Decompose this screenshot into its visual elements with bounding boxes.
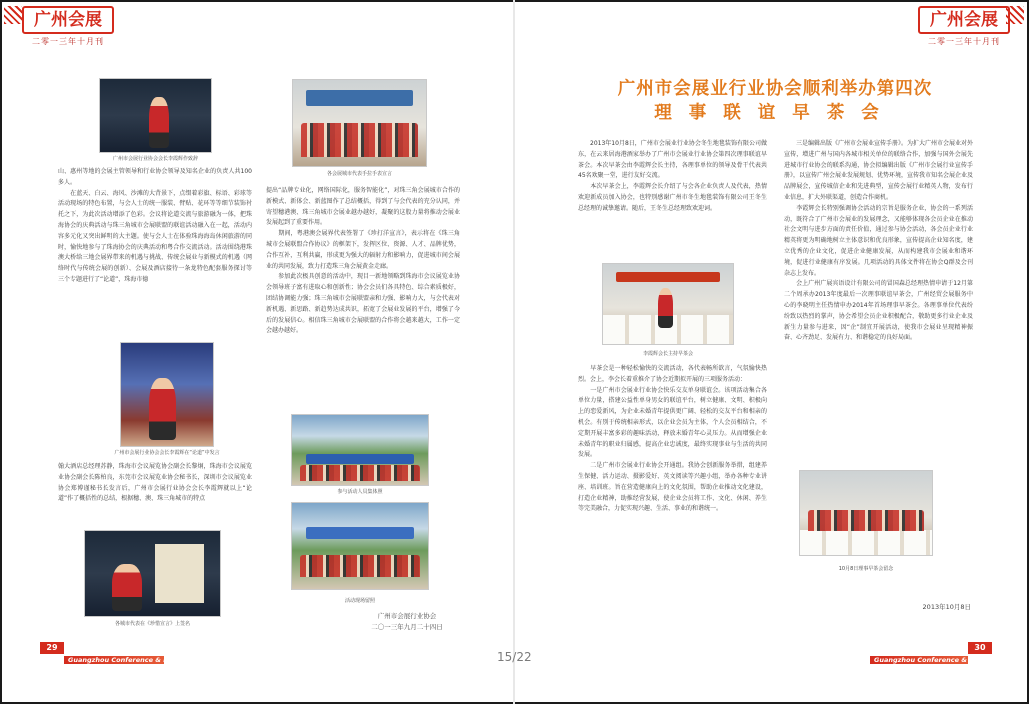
article-title-line2: 理事联谊早茶会 [654, 103, 896, 123]
corner-decoration [1006, 6, 1024, 24]
article-title [578, 78, 972, 125]
photo-caption: 李霞辉会长主持早茶会 [642, 351, 693, 357]
magazine-logo-left [22, 6, 114, 46]
photo-delegates-hands [292, 79, 427, 167]
photo-group [291, 414, 429, 486]
photo-caption: 参与活动人员集体照 [337, 489, 383, 495]
spread-gutter [513, 0, 515, 704]
article-body-col1-bottom: 翰大酒店总经理苏静，珠海市会议展览协会副会长黎炯，珠海市会议展览业协会副会长陈柏良，东莞市会议展览业协会秘书长，深圳市会议展览业协会郑博谨秘书长发言后，广州市会展行业协会会长李霞辉就以上“论道”作了概括性的总结，根据穗、澳、珠三角城市的特点 [58, 463, 252, 503]
photo-teahouse-group [799, 470, 933, 556]
footer-brand-right: Guangzhou Conference & Exhibition [874, 656, 1006, 664]
page-counter: 15/22 [497, 650, 532, 664]
article-body-col4: 三是编辑出版《广州市会展业宣传手册》。为扩大广州市会展业对外宣传，增进广州与国内各城市相关单位的联络合作，加强与国外会展先进城市行业协会的联系沟通，协会拟编辑出版《广州市会展行业宣传手册》，以宣传广州会展业发展规划、优势环境，宣传我市知名会展企业及品牌展会，宣传城信企业和先进典型，宣传会展行业精英人物，发布行业信息，扩大外联渠道，创造合作商机。 李霞辉会长特别强调协会活动的宗旨是服务企业，协会的一系列活动，既符合了广州市会展业的发展理念，又能够体现各会员企业在推动社会文明与进步方面的责任价值，通过参与协会活动，各会员企业行业精英将更为明确地树立主体意识和优良形象，宣传提高企业知名度，建立优秀的企业文化，促进企业健康发展，从而构建我市会展业和谐环境，促进行业健康有序发展。几项活动的具体文件将在协会Q群及会刊杂志上发布。 会上广州广展宾语设计有限公司的冒国森总经理热情申请于12月第二个周承办2013年度最后一次理事联谊早茶会，广州经贸会展服务中心的李晓明主任热情申办2014年首场理事早茶会。各理事单位代表纷纷致以热烈的掌声，协会希望会员企业积极配合，敬助更多行业企业及新生力量参与进来，因“企”制宜开展活动，使我市会展业呈现精神振奋、心齐劲足、发展有力、和谐稳定的良好局面。 [784, 140, 973, 342]
article-body-col2: 提出“品牌专业化，网络国际化，服务智能化”，对珠三角会展城市合作的新模式、新体会、新蓝图作了总结概括，得到了与会代表的充分认同，并寄望穗港澳、珠三角城市会展业越办越好，凝聚的这股力量将推动会展业发展起到了重要作用。 期间，粤港澳会展界代表签署了《珍打洋宣言》，表示将在《珠三角城市会展联盟合作协议》的框架下，发挥区位、资源、人才、品牌优势，合作互补，互利共赢，形成更为强大的辐射力和影响力，促进城市间会展业的共同发展，致力打造珠三角会展黄金走廊。 参加此次极具创意的活动中，现目一新地领略到珠海市会议展览业协会领导班子富有进取心和创新性；协会会员们各具特色、综合素质极好，团结协调能力强；珠三角城市会展联盟亲和力强、影响力大，与会代表对新机遇、新思路、新趋势达成共识，拓宽了会展业发展的平台，增强了今后的发展信心。相信珠三角城市会展联盟的合作将会越来越大，工作一定会越办越好。 [266, 187, 460, 335]
article-date: 2013年10月8日 [922, 603, 971, 611]
logo-wordmark: 广州会展 [918, 6, 1010, 34]
photo-chairman-speech [99, 78, 212, 153]
logo-wordmark: 广州会展 [22, 6, 114, 34]
photo-caption: 各城市代表在《珍惜宣言》上签名 [114, 621, 190, 627]
article-body-col3-top: 2013年10月8日，广州市会展业行业协会冬生地毯装饰有限公司做东，在云来居海港酒家举办了广州市会展业行业协会第四次理事联谊早茶会。本次早茶会由李霞辉会长主持，各理事单位的领导及骨干代表共45名欢聚一堂，进行友好交流。 本次早茶会上，李霞辉会长介绍了与会各企业负责人及代表，热情欢迎新成员加入协会，也特别感谢广州市冬生地毯装饰有限公司王冬生总经理的诚挚邀请。随后，王冬生总经理致欢迎词。 [578, 140, 767, 212]
magazine-logo-right [918, 6, 1010, 46]
corner-decoration [4, 6, 22, 24]
photo-caption: 各会展城市代表手拉手表宣言 [326, 171, 392, 177]
signature-organization: 广州市会展行业协会 [377, 612, 437, 620]
photo-teahouse-host [602, 263, 734, 345]
photo-caption: 广州市会展行业协会会长李霞辉在“论道”中发言 [114, 450, 220, 456]
page-number-left: 29 [40, 642, 64, 654]
footer-brand-left: Guangzhou Conference & Exhibition [68, 656, 200, 664]
photo-signing [84, 530, 221, 617]
photo-caption: 活动现场留照 [344, 598, 375, 604]
photo-caption: 10月8日理事早茶会留念 [838, 566, 894, 572]
logo-issue: 二零一三年十月刊 [928, 37, 1000, 46]
photo-caption: 广州市会展行业协会会长李霞辉作致辞 [112, 156, 198, 162]
article-title-line1: 广州市会展业行业协会顺利举办第四次 [617, 79, 933, 99]
photo-site [291, 502, 429, 590]
page-number-right: 30 [968, 642, 992, 654]
article-body-col1-top: 山、惠州等地的会展主管领导和行业协会领导及知名企业的负责人共100多人。 在蓝天、白云、海风、沙滩的大背景下，点缀着彩旗、标语、彩球等活动现场的特色布置，与会人士的统一服装、臂贴、花环等等细节装饰衬托之下，为此次活动增添了色彩。会议将论道交流与旅游融为一体，把珠海协会的庆典活动与珠三角城市会展联盟的联谊活动融入在一起，活动内容多元化又突出鲜明的大主题。使与会人士在体验珠海海岛休闲旅游的同时，愉快地参与了珠海协会的庆典活动和粤合作交流活动。活动围绕港珠澳大桥给三地会展界带来的机遇与挑战、传统会展业与新模式的机遇（网络时代与传统会展的创新）、会展及酒店接待一条龙特色配套服务探讨等三个专题进行了“论道”，珠海市德 [58, 168, 252, 283]
logo-issue: 二零一三年十月刊 [32, 37, 104, 46]
photo-chairman-talk [120, 342, 214, 447]
signature-date: 二〇一三年九月二十四日 [371, 623, 443, 631]
article-body-col3-bottom: 早茶会是一种轻松愉快的交流活动，各代表畅所欲言，气氛愉快热烈。会上，李会长着重推介了协会近期拟开展的三项服务活动： 一是广州市会展业行业协会快乐交友单身联谊会。该项活动集合各单位力量，搭建公益性单身男女的联谊平台，树立健康、文明、积极向上的恋爱新风，为企业未婚青年提供更广阔、轻松的交友平台和相亲的机会。有别于传统相亲形式，以企业会员为主体，个人会员相结合，不定期开展丰富多彩的趣味活动，释放未婚青年心灵压力。从而增强企业未婚青年的职业归属感，提高企业忠诚度，最终实现事业与生活的共同发展。 二是广州市会展业行业协会开通组。我协会创新服务举措，组建养生保健、活力运动、摄影爱好、英文阅读等兴趣小组，举办各种专业讲座、培训班。旨在营造健康向上的文化氛围，帮助企业推动文化建设，打造企业精神，助推经营发展，使企业会员将工作、文化、休闲、养生等完美融合，力促实现兴趣、生活、事业的和谐统一。 [578, 365, 767, 513]
